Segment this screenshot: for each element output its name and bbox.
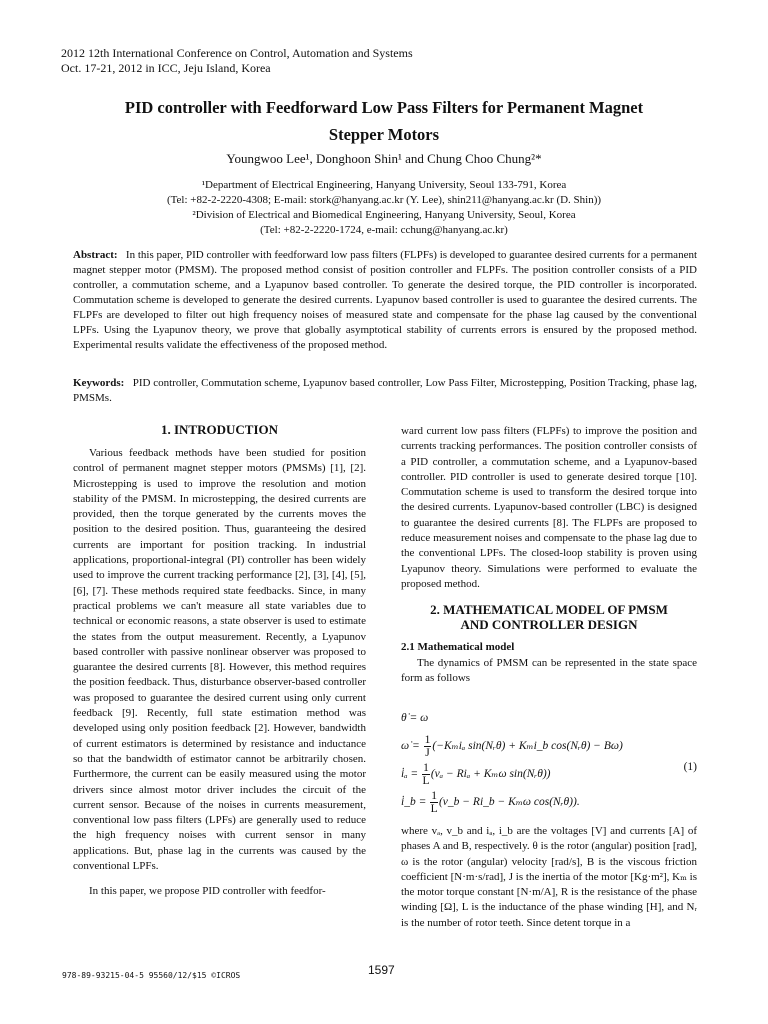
page-number: 1597 (368, 963, 395, 977)
keywords-text: PID controller, Commutation scheme, Lyapunov based controller, Low Pass Filter, Microstepping, Position Tracking, phase lag, PMSMs. (73, 377, 698, 404)
eq-rhs: (−Kₘiₐ sin(Nᵣθ) + Kₘi_b cos(Nᵣθ) − Bω) (432, 740, 623, 753)
numerator: 1 (423, 762, 429, 774)
numerator: 1 (424, 734, 431, 746)
left-column (73, 422, 366, 900)
denominator: J (425, 747, 430, 759)
eq-lhs: i̇ₐ = (401, 768, 422, 781)
subsection-2-1-heading: 2.1 Mathematical model (401, 641, 515, 654)
intro-paragraph-2: In this paper, we propose PID controller with feedfor- (89, 885, 326, 898)
affiliations (60, 178, 708, 238)
denominator: L (430, 803, 438, 815)
abstract-label: Abstract: (73, 249, 118, 261)
conference-date-venue: Oct. 17-21, 2012 in ICC, Jeju Island, Korea (61, 61, 271, 75)
equation-number: (1) (683, 761, 697, 773)
conference-header (61, 46, 413, 76)
fraction (422, 762, 430, 787)
numerator: 1 (431, 790, 437, 802)
right-paragraph-1: ward current low pass filters (FLPFs) to improve the position and currents tracking performances. The position controller consists of a PID controller, a commutation scheme, and a Lyapunov-based controller. PID controller is used to generate desired torque [10]. Commutation scheme is used to transform the desired torque into the desired currents. Lyapunov-based controller (LBC) is designed to guarantee the desired currents [8]. The FLPFs are proposed to reduce measurement noises and compensate to the phase lag due to the conventional LPFs. The closed-loop stability is proven using Lyapunov theory. Simulations were performed to evaluate the proposed method. (401, 425, 697, 590)
eq-lhs: ω̇ = (401, 740, 423, 753)
section-1-heading: 1. INTRODUCTION (160, 422, 278, 437)
abstract (73, 248, 697, 353)
conference-name: 2012 12th International Conference on Control, Automation and Systems (61, 46, 413, 60)
title-line-2: Stepper Motors (328, 125, 440, 144)
equation-current-b (401, 790, 580, 815)
eq-rhs: (vₐ − Riₐ + Kₘω sin(Nᵣθ)) (430, 768, 551, 781)
right-column (401, 424, 697, 686)
abstract-text: In this paper, PID controller with feedforward low pass filters (FLPFs) is developed to guarantee desired currents for a permanent magnet stepper motor (PMSM). The proposed method consist of position controller and FLPFs. The position controller consists of a PID controller, a commutation scheme, and a Lyapunov based controller. To generate the desired torque, the PID controller is incorporated. Commutation scheme is developed to generate the desired currents. Lyapunov based controller is used to guarantee the desired currents. The FLPFs are developed to filter out high frequency noises of measured state and compensate for the phase lag caused by the conventional LPFs. Using the Lyapunov theory, we prove that globally asymptotical stability of currents errors is ensured by the proposed method. Experimental results validate the effectiveness of the proposed method. (73, 249, 698, 351)
equation-omega (401, 734, 623, 759)
authors: Youngwoo Lee¹, Donghoon Shin¹ and Chung Choo Chung²* (226, 151, 542, 166)
eq-lhs: i̇_b = (401, 796, 430, 809)
paper-title (60, 94, 708, 148)
fraction (424, 734, 432, 759)
affiliation-2: ²Division of Electrical and Biomedical Engineering, Hanyang University, Seoul, Korea (192, 209, 576, 221)
affiliation-1: ¹Department of Electrical Engineering, Hanyang University, Seoul 133-791, Korea (201, 179, 567, 191)
isbn-footer: 978-89-93215-04-5 95560/12/$15 ©ICROS (62, 971, 241, 980)
eq-rhs: (v_b − Ri_b − Kₘω cos(Nᵣθ)). (438, 796, 580, 809)
section-2-heading-line-1: 2. MATHEMATICAL MODEL OF PMSM (430, 602, 668, 618)
keywords-label: Keywords: (73, 377, 125, 389)
intro-paragraph-1: Various feedback methods have been studied for position control of permanent magnet stepper motors (PMSMs) [1], [2]. Microstepping is used to improve the resolution and motion stability of the PMSM. In microstepping, the desired currents are provided, then the torque generated by the currents moves the position to the desired position. Thus, guaranteeing the desired currents are important for position tracking. In industrial applications, proportional-integral (PI) controller has been widely used to improve the current tracking performance [2], [3], [4], [5], [6], [7]. These methods required state feedbacks. Since, in many practical problems we can't measure all state variables due to technical or economic reasons, a state observer is used to estimate the states from the output measurement. Recently, a Lyapunov based controller with passive nonlinear observer was proposed to guarantee the desired currents [8]. However, this method requires the position feedback. Thus, disturbance observer-based controller was proposed to guarantee the desired current using only current feedback [9]. Recently, full state estimation method was developed using only position feedback [2]. However, bandwidth of current estimators is determined by resistance and inductance so that the bandwidth of estimator cannot be arbitrarily chosen. Furthermore, the current can be easily measured using the motor drivers since almost motor driver includes the circuit of the current sensor. Because of the noises in currents measurement, conventional low pass filters (LPFs) are generally used to reduce the high frequency noises with current sensor in many applications. But, phase lag in the currents was caused by the conventional LPFs. (73, 447, 366, 873)
model-description (401, 824, 697, 931)
affiliation-2-contact: (Tel: +82-2-2220-1724, e-mail: cchung@hanyang.ac.kr) (260, 224, 508, 236)
fraction (430, 790, 438, 815)
keywords (73, 376, 697, 406)
affiliation-1-contact: (Tel: +82-2-2220-4308; E-mail: stork@hanyang.ac.kr (Y. Lee), shin211@hanyang.ac.kr (D. Shin)) (166, 194, 602, 206)
section-2-heading-line-2: AND CONTROLLER DESIGN (460, 617, 638, 633)
denominator: L (422, 775, 430, 787)
title-line-1: PID controller with Feedforward Low Pass Filters for Permanent Magnet (124, 98, 644, 117)
equation-theta: θ̇ = ω (401, 712, 429, 724)
section-2-heading (401, 602, 697, 632)
model-intro: The dynamics of PMSM can be represented in the state space form as follows (401, 656, 697, 684)
equation-current-a (401, 762, 551, 787)
model-description-text: where vₐ, v_b and iₐ, i_b are the voltages [V] and currents [A] of phases A and B, respectively. θ is the rotor (angular) position [rad], ω is the rotor (angular) velocity [rad/s], B is the viscous friction coefficient [N·m·s/rad], J is the inertia of the motor [Kg·m²], Kₘ is the motor torque constant [N·m/A], R is the resistance of the phase winding [Ω], L is the inductance of the phase winding [H], and Nᵣ is the number of rotor teeth. Since detent torque in a (401, 825, 697, 929)
